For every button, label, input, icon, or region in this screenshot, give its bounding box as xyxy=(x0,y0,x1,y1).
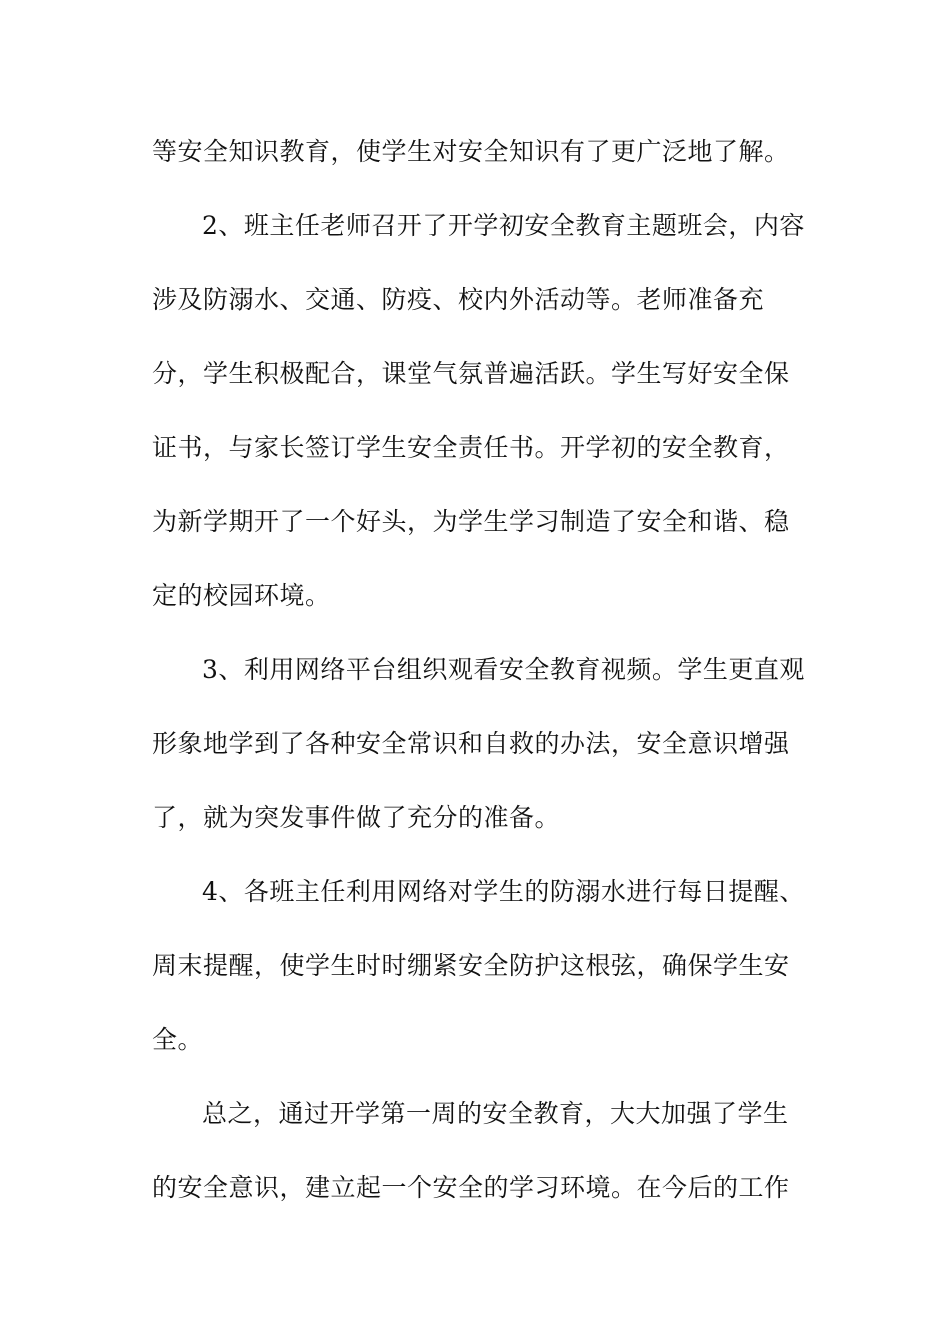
paragraph-start-line: 4、各班主任利用网络对学生的防溺水进行每日提醒、 xyxy=(202,877,805,906)
text-line: 周末提醒，使学生时时绷紧安全防护这根弦，确保学生安 xyxy=(152,951,790,980)
text-line: 定的校园环境。 xyxy=(152,581,331,610)
paragraph-start-line: 3、利用网络平台组织观看安全教育视频。学生更直观 xyxy=(202,655,805,684)
text-line: 证书，与家长签订学生安全责任书。开学初的安全教育， xyxy=(152,433,790,462)
text-line: 涉及防溺水、交通、防疫、校内外活动等。老师准备充 xyxy=(152,285,765,314)
document-body xyxy=(152,128,812,1238)
paragraph-start-line: 2、班主任老师召开了开学初安全教育主题班会，内容 xyxy=(202,211,805,240)
text-line: 分，学生积极配合，课堂气氛普遍活跃。学生写好安全保 xyxy=(152,359,790,388)
text-line: 为新学期开了一个好头，为学生学习制造了安全和谐、稳 xyxy=(152,507,790,536)
text-line: 全。 xyxy=(152,1025,204,1054)
text-line: 的安全意识，建立起一个安全的学习环境。在今后的工作 xyxy=(152,1173,790,1202)
text-line: 形象地学到了各种安全常识和自救的办法，安全意识增强 xyxy=(152,729,790,758)
text-line: 了，就为突发事件做了充分的准备。 xyxy=(152,803,561,832)
text-line: 等安全知识教育，使学生对安全知识有了更广泛地了解。 xyxy=(152,137,790,166)
paragraph-start-line: 总之，通过开学第一周的安全教育，大大加强了学生 xyxy=(202,1099,789,1128)
